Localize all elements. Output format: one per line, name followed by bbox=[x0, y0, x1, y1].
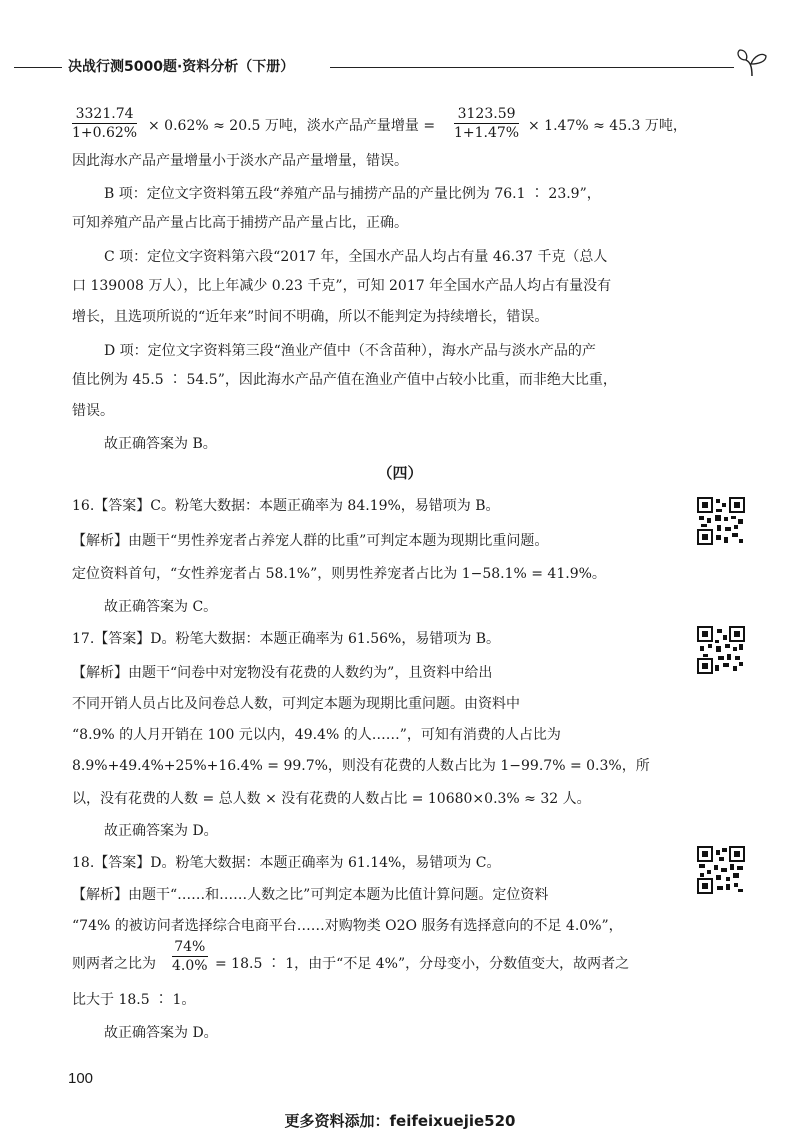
formula-text: × 0.62% ≈ 20.5 万吨，淡水产品产量增量 = bbox=[148, 118, 436, 134]
fraction-numerator: 74% bbox=[172, 938, 208, 957]
q18-answer-head: 18.【答案】D。粉笔大数据：本题正确率为 61.14%，易错项为 C。 bbox=[72, 855, 501, 871]
footer-contact: 更多资料添加：feifeixuejie520 bbox=[284, 1112, 516, 1130]
fraction-ratio bbox=[172, 938, 208, 975]
q17-explanation: 8.9%+49.4%+25%+16.4% = 99.7%，则没有花费的人数占比为 1−99.7% = 0.3%，所 bbox=[72, 758, 650, 774]
answer-line: 故正确答案为 D。 bbox=[104, 823, 218, 839]
q18-explanation: “74% 的被访问者选择综合电商平台……对购物类 O2O 服务有选择意向的不足 4.0%”， bbox=[72, 918, 623, 934]
sprout-icon bbox=[732, 44, 772, 78]
page-number: 100 bbox=[68, 1070, 94, 1087]
formula-text: × 1.47% ≈ 45.3 万吨， bbox=[528, 118, 687, 134]
fraction-numerator: 3321.74 bbox=[72, 105, 137, 124]
q17-explanation: “8.9% 的人月开销在 100 元以内，49.4% 的人……”，可知有消费的人占比为 bbox=[72, 727, 561, 743]
option-d-line: D 项：定位文字资料第三段“渔业产值中（不含苗种），海水产品与淡水产品的产 bbox=[104, 343, 596, 359]
q17-explanation: 不同开销人员占比及问卷总人数，可判定本题为现期比重问题。由资料中 bbox=[72, 696, 520, 712]
option-d-line: 值比例为 45.5 ∶ 54.5”，因此海水产品产值在渔业产值中占较小比重，而非绝大比重， bbox=[72, 372, 617, 388]
header-rule-left bbox=[14, 67, 62, 68]
option-c-line: C 项：定位文字资料第六段“2017 年，全国水产品人均占有量 46.37 千克（总人 bbox=[104, 249, 608, 265]
answer-line: 故正确答案为 C。 bbox=[104, 599, 218, 615]
fraction-denominator: 1+0.62% bbox=[72, 125, 138, 141]
section-title: （四） bbox=[377, 464, 423, 482]
answer-line: 故正确答案为 D。 bbox=[104, 1025, 218, 1041]
q17-answer-head: 17.【答案】D。粉笔大数据：本题正确率为 61.56%，易错项为 B。 bbox=[72, 631, 501, 647]
fraction-denominator: 4.0% bbox=[172, 958, 208, 974]
q18-explanation: 比大于 18.5 ∶ 1。 bbox=[72, 992, 196, 1008]
fraction-fresh-output bbox=[454, 105, 519, 142]
q17-explanation: 【解析】由题干“问卷中对宠物没有花费的人数约为”，且资料中给出 bbox=[72, 665, 493, 681]
option-c-line: 增长，且选项所说的“近年来”时间不明确，所以不能判定为持续增长，错误。 bbox=[72, 309, 549, 325]
q16-explanation: 【解析】由题干“男性养宠者占养宠人群的比重”可判定本题为现期比重问题。 bbox=[72, 533, 549, 549]
option-d-line: 错误。 bbox=[72, 403, 114, 419]
q16-explanation: 定位资料首句，“女性养宠者占 58.1%”，则男性养宠者占比为 1−58.1% = 41.9%。 bbox=[72, 566, 606, 582]
header-rule-right bbox=[330, 67, 734, 68]
q18-explanation: 【解析】由题干“……和……人数之比”可判定本题为比值计算问题。定位资料 bbox=[72, 887, 549, 903]
qr-code-icon[interactable] bbox=[697, 497, 745, 545]
fraction-sea-output bbox=[72, 105, 137, 142]
book-title: 决战行测5000题·资料分析（下册） bbox=[68, 59, 295, 75]
option-b-line: B 项：定位文字资料第五段“养殖产品与捕捞产品的产量比例为 76.1 ∶ 23.9”， bbox=[104, 186, 601, 202]
fraction-numerator: 3123.59 bbox=[454, 105, 519, 124]
q17-explanation: 以，没有花费的人数 = 总人数 × 没有花费的人数占比 = 10680×0.3% ≈ 32 人。 bbox=[72, 791, 591, 807]
fraction-denominator: 1+1.47% bbox=[454, 125, 520, 141]
option-b-line: 可知养殖产品产量占比高于捕捞产品产量占比，正确。 bbox=[72, 215, 408, 231]
qr-code-icon[interactable] bbox=[697, 626, 745, 674]
running-header bbox=[14, 54, 754, 80]
q18-explanation: 则两者之比为 bbox=[72, 956, 156, 972]
paragraph-line: 因此海水产品产量增量小于淡水产品产量增量，错误。 bbox=[72, 153, 408, 169]
q16-answer-head: 16.【答案】C。粉笔大数据：本题正确率为 84.19%，易错项为 B。 bbox=[72, 498, 500, 514]
q18-explanation: = 18.5 ∶ 1，由于“不足 4%”，分母变小，分数值变大，故两者之 bbox=[215, 956, 630, 972]
answer-line: 故正确答案为 B。 bbox=[104, 436, 217, 452]
option-c-line: 口 139008 万人），比上年减少 0.23 千克”，可知 2017 年全国水产品人均占有量没有 bbox=[72, 278, 612, 294]
qr-code-icon[interactable] bbox=[697, 846, 745, 894]
